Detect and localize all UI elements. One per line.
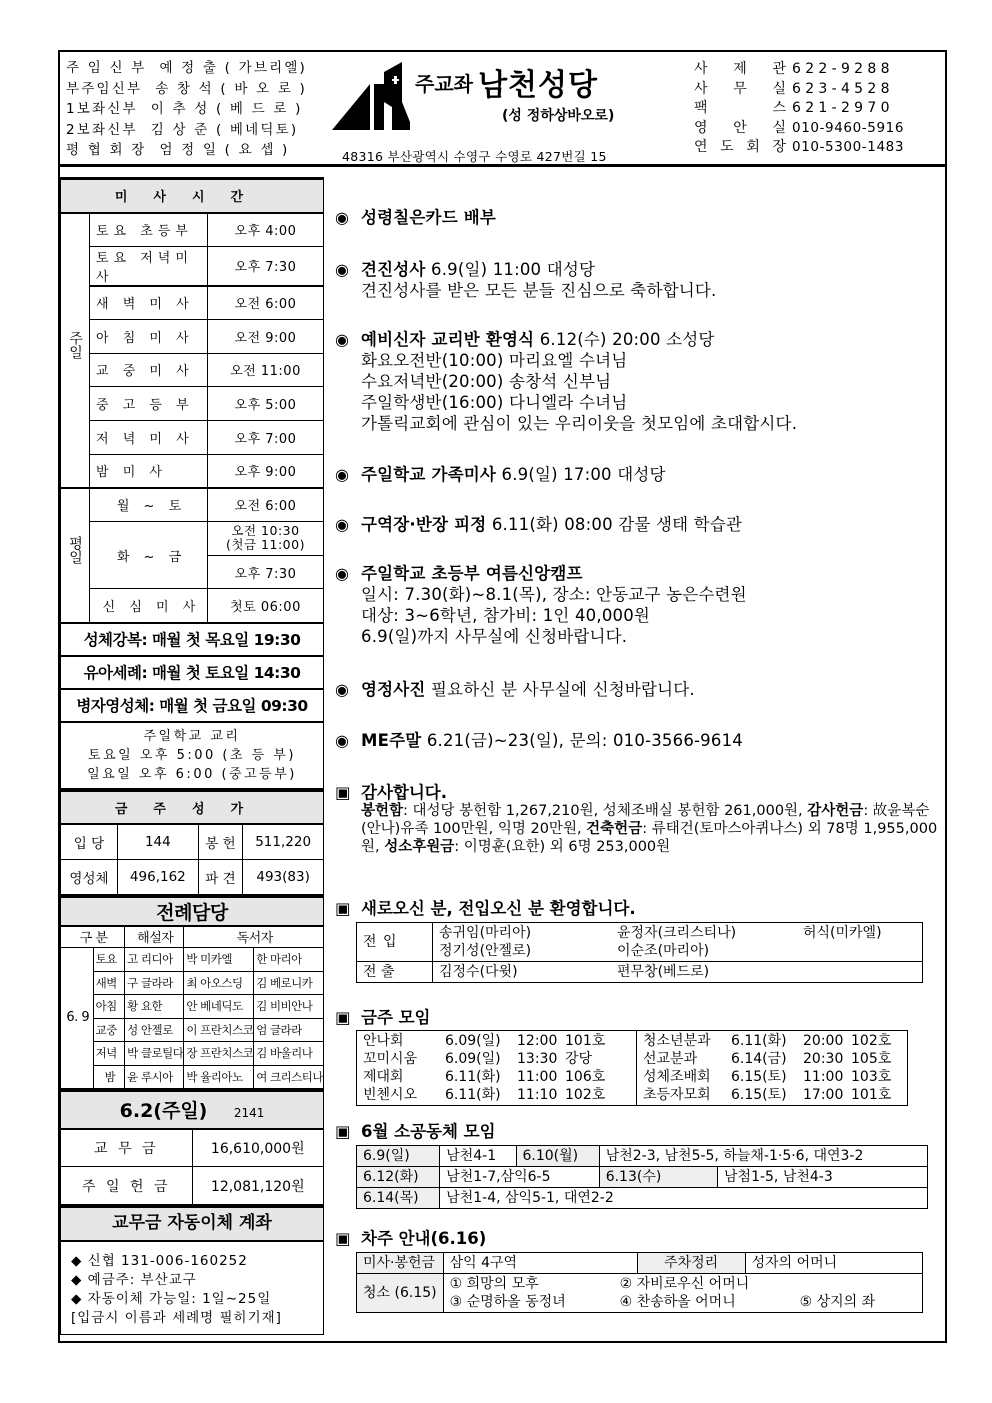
- mass-times-title: 미사시간: [61, 179, 324, 213]
- staff-row: 주 임 신 부 예 정 출 ( 가브리엘): [66, 60, 308, 76]
- notice-item: ◉ 구역장·반장 피정 6.11(화) 08:00 감물 생태 학습관: [335, 515, 743, 534]
- radio-bullet-icon: ◉: [335, 260, 350, 279]
- table-row: 입 당 144 봉 헌 511,220: [61, 824, 324, 859]
- table-row: 교중 성 안젤로 이 프란치스코 엄 글라라: [61, 1018, 324, 1042]
- table-row: 영성체 496,162 파 견 493(83): [61, 859, 324, 894]
- table-row: 전 출 김정수(다윗) 편무창(베드로): [357, 962, 923, 983]
- mass-times-table: [60, 177, 324, 789]
- special-schedule-row: 유아세례: 매월 첫 토요일 14:30: [61, 656, 324, 689]
- radio-bullet-icon: ◉: [335, 465, 350, 484]
- thanks-heading: ▣ 감사합니다.: [335, 783, 447, 802]
- table-row: 중 고 등 부 오후 5:00: [61, 387, 324, 421]
- account-title: 교무금 자동이체 계좌: [61, 1207, 324, 1241]
- meetings-table: 안나회 6.09(일) 12:00 101호 꼬미시움 6.09(일) 13:30 강당 제대회 6.11(화) 11:00 106호 빈첸시오 6.11(화) 11:10 102호 청소년분과 6.11(화) 20:00 102호 선교분과 6.14(금) 20:30 105호 성체조배회 6.15(토) 11:00 103호 초등자모회 6.15(토) 17:00 101호: [356, 1030, 908, 1106]
- staff-row: 2보좌신부 김 상 준 ( 베네딕토): [66, 121, 299, 138]
- table-row: 저 녁 미 사 오후 7:00: [61, 420, 324, 454]
- table-row: 새 벽 미 사 오전 6:00: [61, 286, 324, 320]
- radio-bullet-icon: ◉: [335, 208, 350, 227]
- notice-item: ◉ 견진성사 6.9(일) 11:00 대성당 견진성사를 받은 모든 분들 진심으로 축하합니다.: [335, 260, 717, 300]
- contact-row: 영 안 실 010-9460-5916: [694, 119, 905, 136]
- table-row: 새벽 구 글라라 최 아오스딩 김 베로니카: [61, 971, 324, 995]
- sunday-school-info: 주일학교 교리 토요일 오후 5:00 (초 등 부) 일요일 오후 6:00 (중고등부): [61, 722, 324, 789]
- special-schedule-row: 성체강복: 매월 첫 목요일 19:30: [61, 623, 324, 656]
- finance-table: [60, 1089, 324, 1205]
- table-row: 미사·봉헌금 삼익 4구역 주차정리 성자의 어머니: [357, 1253, 923, 1274]
- table-row: 신 심 미 사 첫토 06:00: [61, 589, 324, 623]
- square-bullet-icon: ▣: [335, 1229, 351, 1248]
- church-patron: (성 정하상바오로): [502, 108, 615, 124]
- table-row: 화 ~ 금 오전 10:30 (첫금 11:00): [61, 522, 324, 556]
- table-row: 저녁 박 클로틸다 장 프란치스코 김 바울리나: [61, 1042, 324, 1066]
- notice-item: ◉ 예비신자 교리반 환영식 6.12(수) 20:00 소성당 화요오전반(10:00) 마리요엘 수녀님 수요저녁반(20:00) 송창석 신부님 주일학생반(16:00) 다니엘라 수녀님 가톨릭교회에 관심이 있는 우리이웃을 첫모임에 초대합시다.: [335, 330, 798, 433]
- finance-date: 6.2(주일) 2141: [61, 1091, 324, 1129]
- hymns-title: 금주성가: [61, 790, 324, 824]
- weekday-label: 평일: [61, 488, 90, 623]
- square-bullet-icon: ▣: [335, 1008, 351, 1027]
- staff-row: 1보좌신부 이 추 성 ( 베 드 로 ): [66, 101, 303, 117]
- notice-item: ◉ 영정사진 필요하신 분 사무실에 신청바랍니다.: [335, 680, 695, 699]
- table-row: 오후 7:30: [61, 555, 324, 589]
- square-bullet-icon: ▣: [335, 1122, 351, 1141]
- notice-item: ◉ 성령칠은카드 배부: [335, 208, 497, 227]
- church-address: 48316 부산광역시 수영구 수영로 427번길 15: [342, 149, 607, 164]
- next-week-heading: ▣ 차주 안내(6.16): [335, 1229, 487, 1248]
- community-heading: ▣ 6월 소공동체 모임: [335, 1122, 496, 1141]
- table-row: 주일 토요 초등부 오후 4:00: [61, 213, 324, 247]
- bulletin-header: [60, 52, 945, 167]
- welcome-table: [356, 922, 923, 983]
- table-row: 6. 9 토요 고 리디아 박 미카엘 한 마리아: [61, 948, 324, 972]
- table-row: 아 침 미 사 오전 9:00: [61, 319, 324, 353]
- contact-list: [694, 60, 904, 158]
- square-bullet-icon: ▣: [335, 783, 351, 802]
- table-header-row: 구 분 해설자 독서자: [61, 926, 324, 948]
- notice-item: ◉ 주일학교 초등부 여름신앙캠프 일시: 7.30(화)~8.1(목), 장소: 안동교구 농은수련원 대상: 3~6학년, 참가비: 1인 40,000원 6.9(일)까지 사무실에 신청바랍니다.: [335, 564, 747, 646]
- staff-row: 부주임신부 송 창 석 ( 바 오 로 ): [66, 80, 308, 97]
- liturgy-table: [60, 895, 324, 1090]
- table-row: 전 입 송귀임(마리아) 윤정자(크리스티나) 허식(미카엘) 정기성(안젤로) 이순조(마리아): [357, 923, 923, 962]
- contact-row: 팩 스 621-2970: [694, 100, 894, 116]
- table-row: 교 무 금 16,610,000원: [61, 1129, 324, 1167]
- clergy-list: [66, 58, 307, 161]
- table-row: 교 중 미 사 오전 11:00: [61, 353, 324, 387]
- table-row: 6.9(일) 남천4-1 6.10(월) 남천2-3, 남천5-5, 하늘채-1·5·6, 대연3-2: [357, 1146, 928, 1167]
- radio-bullet-icon: ◉: [335, 731, 350, 750]
- radio-bullet-icon: ◉: [335, 330, 350, 349]
- special-schedule-row: 병자영성체: 매월 첫 금요일 09:30: [61, 689, 324, 722]
- contact-row: 사 제 관 622-9288: [694, 61, 894, 77]
- meetings-heading: ▣ 금주 모임: [335, 1008, 431, 1027]
- square-bullet-icon: ▣: [335, 899, 351, 918]
- thanks-body: 봉헌함: 대성당 봉헌함 1,267,210원, 성체조배실 봉헌함 261,000원, 감사헌금: 故윤복순(안나)유족 100만원, 익명 20만원, 건축헌금: 류태건(토마스아퀴나스) 외 78명 1,955,000원, 성소후원금: 이명훈(요한) 외 6명 253,000원: [361, 803, 938, 855]
- table-row: 청소 (6.15) ① 희망의 모후 ② 자비로우신 어머니 ③ 순명하올 동정녀 ④ 찬송하올 어머니 ⑤ 상지의 좌: [357, 1274, 923, 1313]
- liturgy-title: 전례담당: [61, 896, 324, 926]
- left-column: [60, 177, 324, 1335]
- welcome-heading: ▣ 새로오신 분, 전입오신 분 환영합니다.: [335, 899, 636, 918]
- sunday-label: 주일: [61, 213, 90, 488]
- table-row: 아침 황 요한 안 베네딕도 김 비비안나: [61, 995, 324, 1019]
- table-row: 밤 윤 루시아 박 율리아노 여 크리스티나: [61, 1065, 324, 1089]
- contact-row: 사 무 실 623-4528: [694, 80, 894, 97]
- table-row: 평일 월 ~ 토 오전 6:00: [61, 488, 324, 522]
- table-row: 6.14(목) 남천1-4, 삼익5-1, 대연2-2: [357, 1188, 928, 1209]
- contact-row: 연 도 회 장 010-5300-1483: [694, 139, 905, 155]
- radio-bullet-icon: ◉: [335, 564, 350, 583]
- community-table: [356, 1145, 928, 1209]
- staff-row: 평 협 회 장 엄 정 일 ( 요 셉 ): [66, 142, 290, 158]
- radio-bullet-icon: ◉: [335, 515, 350, 534]
- hymns-table: [60, 789, 324, 895]
- radio-bullet-icon: ◉: [335, 680, 350, 699]
- table-row: 밤 미 사 오후 9:00: [61, 454, 324, 488]
- table-row: 6.12(화) 남천1-7,삼익6-5 6.13(수) 남첨1-5, 남천4-3: [357, 1167, 928, 1188]
- church-name: 주교좌 남천성당: [415, 68, 598, 103]
- notice-item: ◉ ME주말 6.21(금)~23(일), 문의: 010-3566-9614: [335, 731, 743, 750]
- next-week-table: [356, 1252, 923, 1313]
- account-info: ◆ 신협 131-006-160252 ◆ 예금주: 부산교구 ◆ 자동이체 가능일: 1일∼25일 [입금시 이름과 세례명 필히기재]: [61, 1241, 324, 1335]
- notice-item: ◉ 주일학교 가족미사 6.9(일) 17:00 대성당: [335, 465, 666, 484]
- account-table: [60, 1205, 324, 1335]
- table-row: 주 일 헌 금 12,081,120원: [61, 1167, 324, 1205]
- church-logo-icon: [332, 62, 412, 132]
- bulletin-page: [58, 50, 947, 1343]
- table-row: 토요 저녁미사 오후 7:30: [61, 246, 324, 286]
